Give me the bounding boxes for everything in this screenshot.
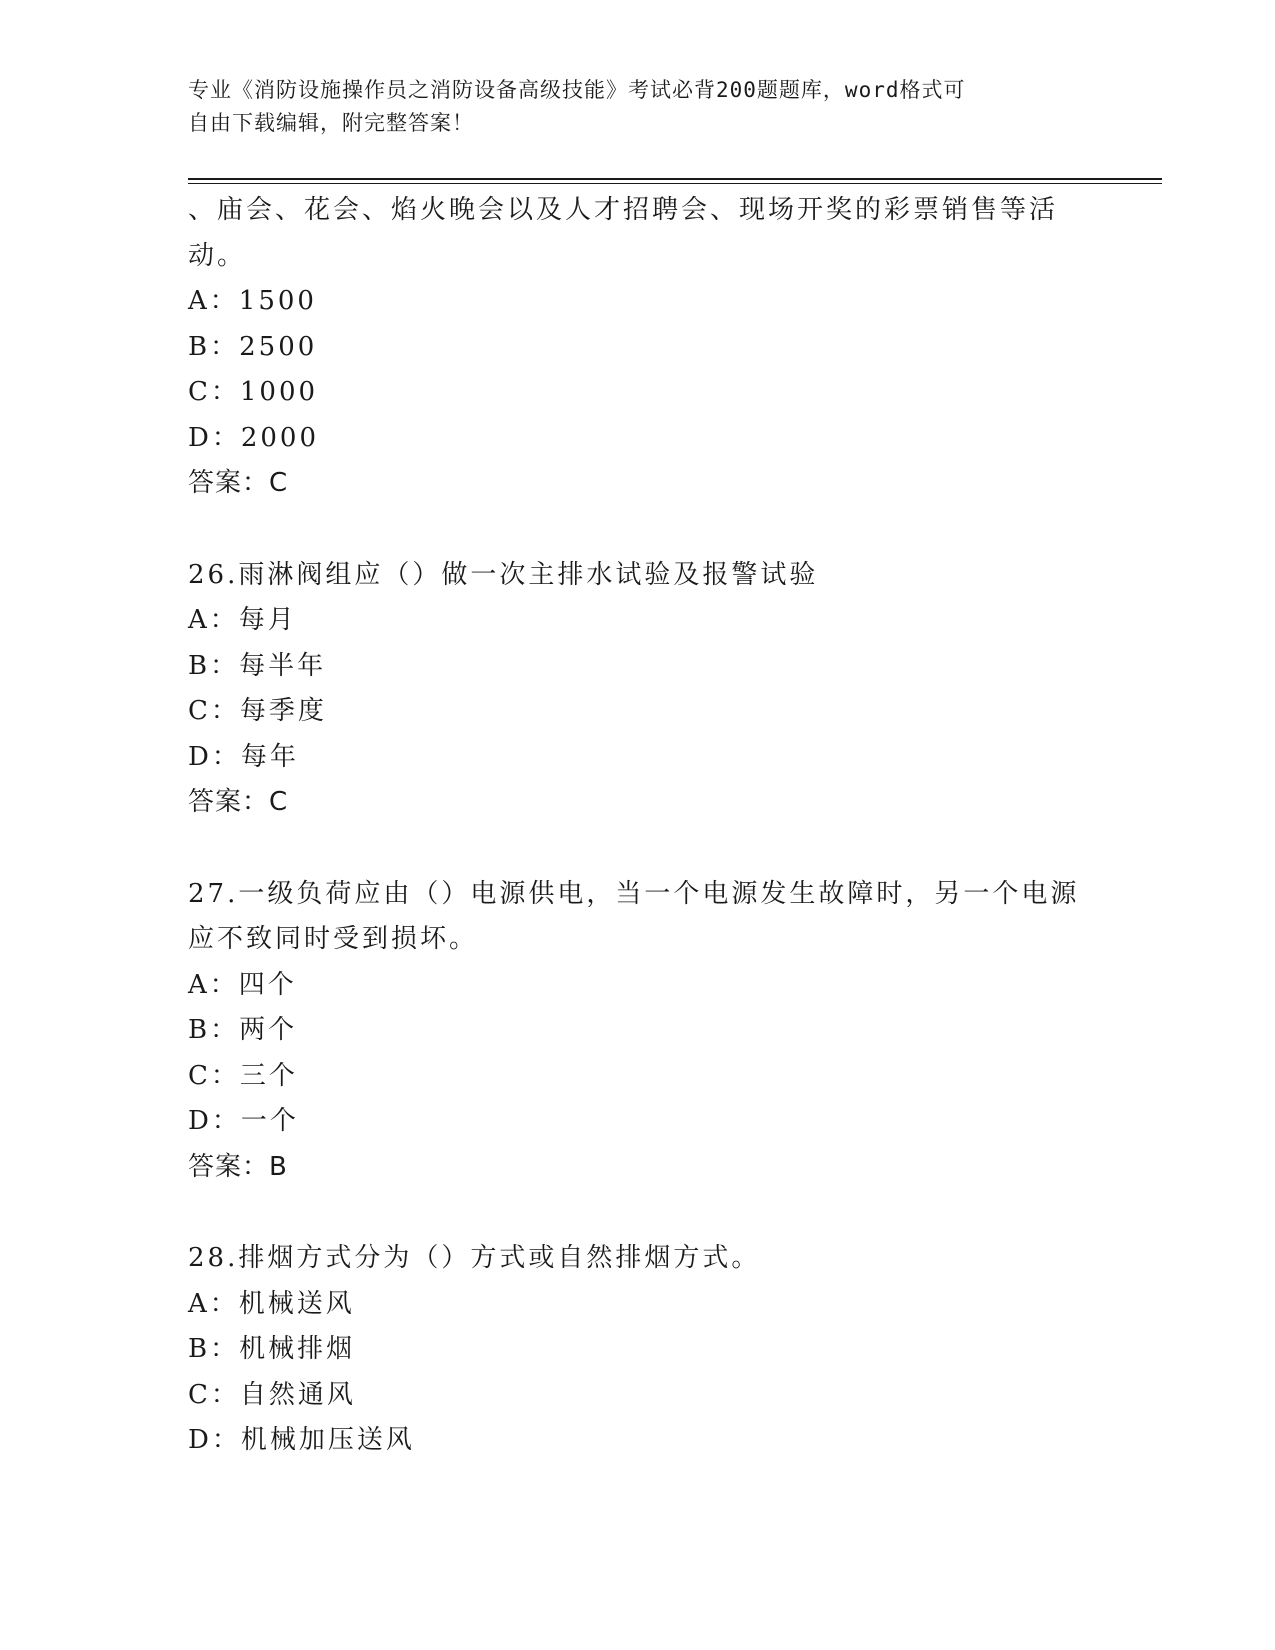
answer-line: 答案：B (188, 1151, 288, 1182)
option-c: C：三个 (188, 1060, 298, 1091)
question-text: 26.雨淋阀组应（）做一次主排水试验及报警试验 (188, 559, 819, 590)
question-text: 动。 (188, 240, 247, 271)
header-divider (188, 178, 1162, 180)
question-block-27 (188, 872, 1088, 1191)
document-body (188, 188, 1088, 1464)
option-c: C：每季度 (188, 696, 327, 726)
option-b: B：2500 (188, 331, 318, 362)
option-a: A：四个 (188, 969, 297, 1000)
option-d: D：机械加压送风 (188, 1425, 415, 1455)
option-d: D：每年 (188, 741, 299, 772)
option-a: A：每月 (188, 605, 297, 635)
document-header (188, 74, 1068, 140)
question-block-continued (188, 188, 1088, 507)
option-d: D：2000 (188, 422, 320, 453)
option-b: B：机械排烟 (188, 1334, 356, 1364)
option-c: C：自然通风 (188, 1379, 356, 1410)
question-block-26 (188, 553, 1088, 826)
option-b: B：两个 (188, 1015, 298, 1045)
option-d: D：一个 (188, 1106, 299, 1136)
question-text: 应不致同时受到损坏。 (188, 924, 479, 954)
header-line-1: 专业《消防设施操作员之消防设备高级技能》考试必背200题题库，word格式可 (188, 78, 966, 102)
option-b: B：每半年 (188, 650, 327, 681)
question-text: 28.排烟方式分为（）方式或自然排烟方式。 (188, 1243, 761, 1273)
question-block-28 (188, 1236, 1088, 1464)
header-line-2: 自由下载编辑，附完整答案！ (188, 111, 474, 135)
question-text: 27.一级负荷应由（）电源供电，当一个电源发生故障时，另一个电源 (188, 878, 1080, 909)
option-a: A：机械送风 (188, 1288, 355, 1319)
question-text: 、庙会、花会、焰火晚会以及人才招聘会、现场开奖的彩票销售等活 (188, 195, 1059, 225)
answer-line: 答案：C (188, 468, 289, 498)
header-divider-thin (188, 183, 1162, 184)
answer-line: 答案：C (188, 787, 289, 817)
option-c: C：1000 (188, 377, 319, 407)
option-a: A：1500 (188, 286, 317, 316)
